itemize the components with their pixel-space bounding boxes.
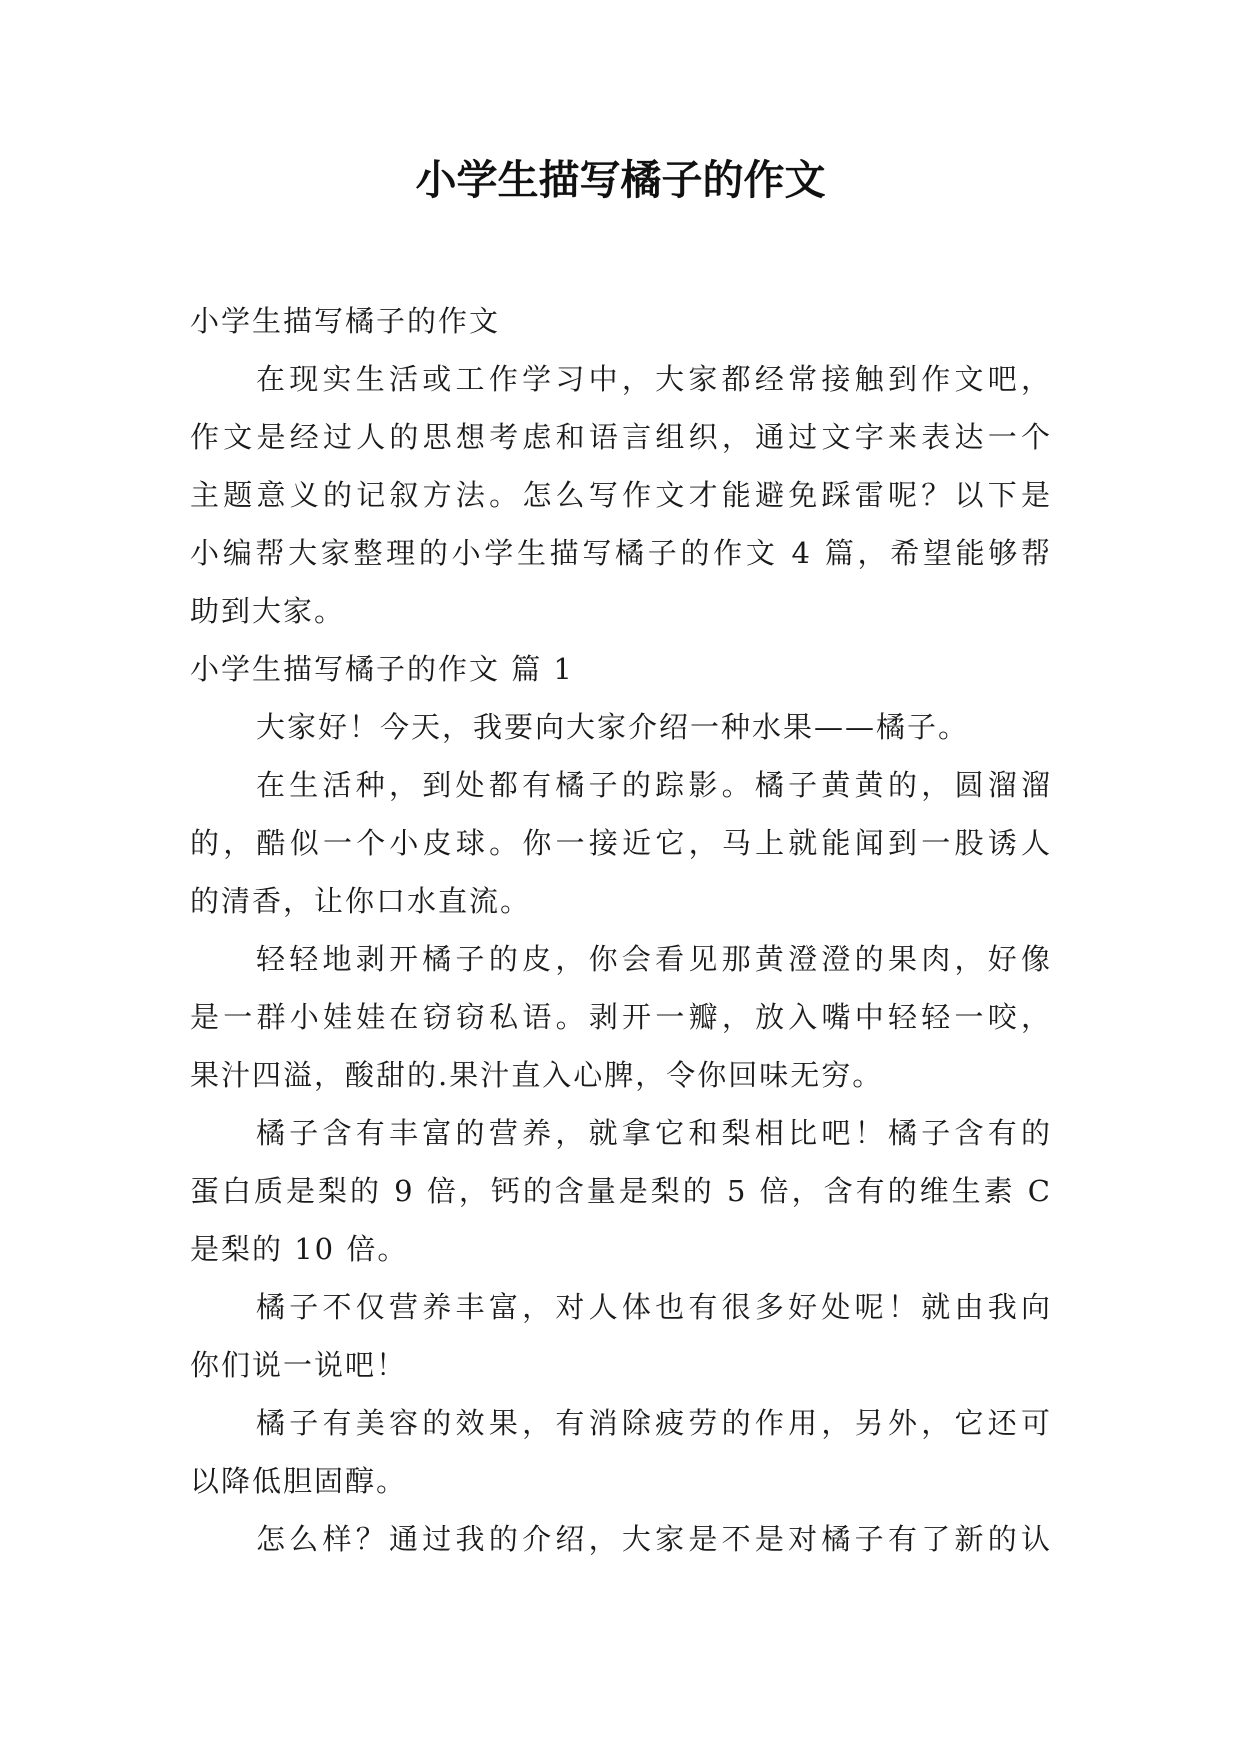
- paragraph-line: 果汁四溢，酸甜的.果汁直入心脾，令你回味无穷。: [190, 1058, 884, 1092]
- paragraph-line: 主题意义的记叙方法。怎么写作文才能避免踩雷呢？以下是: [190, 478, 1052, 512]
- paragraph-line: 作文是经过人的思想考虑和语言组织，通过文字来表达一个: [190, 420, 1052, 454]
- paragraph-line: 以降低胆固醇。: [190, 1464, 408, 1498]
- paragraph-line: 蛋白质是梨的 9 倍，钙的含量是梨的 5 倍，含有的维生素 C: [190, 1174, 1052, 1208]
- paragraph-line: 助到大家。: [190, 594, 346, 628]
- document-title: 小学生描写橘子的作文: [415, 156, 826, 204]
- paragraph-line: 你们说一说吧！: [190, 1348, 408, 1382]
- paragraph-line: 怎么样？通过我的介绍，大家是不是对橘子有了新的认: [256, 1522, 1052, 1556]
- subtitle-line: 小学生描写橘子的作文: [190, 304, 501, 338]
- paragraph-line: 大家好！今天，我要向大家介绍一种水果——橘子。: [256, 710, 970, 744]
- section-heading: 小学生描写橘子的作文 篇 1: [190, 652, 574, 686]
- paragraph-line: 在生活种，到处都有橘子的踪影。橘子黄黄的，圆溜溜: [256, 768, 1052, 802]
- paragraph-line: 的，酷似一个小皮球。你一接近它，马上就能闻到一股诱人: [190, 826, 1052, 860]
- paragraph-line: 是梨的 10 倍。: [190, 1232, 409, 1266]
- document-body: [190, 292, 1052, 1568]
- paragraph-line: 橘子有美容的效果，有消除疲劳的作用，另外，它还可: [256, 1406, 1052, 1440]
- paragraph-line: 轻轻地剥开橘子的皮，你会看见那黄澄澄的果肉，好像: [256, 942, 1052, 976]
- paragraph-line: 的清香，让你口水直流。: [190, 884, 532, 918]
- paragraph-line: 在现实生活或工作学习中，大家都经常接触到作文吧，: [256, 362, 1052, 396]
- paragraph-line: 小编帮大家整理的小学生描写橘子的作文 4 篇，希望能够帮: [190, 536, 1052, 570]
- paragraph-line: 橘子不仅营养丰富，对人体也有很多好处呢！就由我向: [256, 1290, 1052, 1324]
- paragraph-line: 是一群小娃娃在窃窃私语。剥开一瓣，放入嘴中轻轻一咬，: [190, 1000, 1052, 1034]
- paragraph-line: 橘子含有丰富的营养，就拿它和梨相比吧！橘子含有的: [256, 1116, 1052, 1150]
